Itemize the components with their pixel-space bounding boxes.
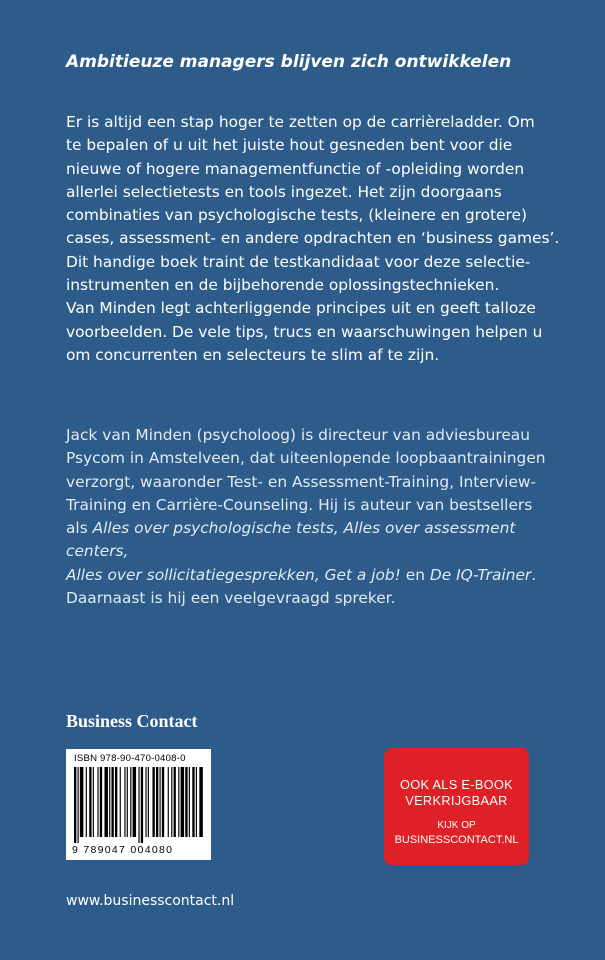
ebook-badge-line: VERKRIJGBAAR [405,793,508,808]
intro-line: om concurrenten en selecteurs te slim af te zijn. [66,345,440,364]
author-line-end: . [531,565,537,584]
ebook-badge-line: OOK ALS E-BOOK [399,777,513,792]
intro-line: allerlei selectietests en tools ingezet. Het zijn doorgaans [66,182,502,201]
author-line: Daarnaast is hij een veelgevraagd spreker. [66,589,396,608]
barcode-bar [86,767,87,837]
author-line: verzorgt, waaronder Test- en Assessment-Training, Interview- [66,472,537,491]
barcode-bar [152,767,154,837]
isbn-label: ISBN 978-90-470-0408-0 [74,753,186,764]
author-bio [66,424,571,610]
intro-line: nieuwe of hogere managementfunctie of -opleiding worden [66,159,525,178]
barcode-digits: 9 789047 004080 [72,844,174,856]
barcode-bar [89,767,91,837]
intro-paragraph [66,111,571,367]
barcode-bar [178,767,179,837]
back-cover-headline: Ambitieuze managers blijven zich ontwikkelen [66,52,512,72]
barcode-bar [196,767,197,837]
isbn-barcode [66,749,211,860]
barcode-bar [120,767,121,837]
barcode-bar [74,767,76,843]
ebook-badge-line: KIJK OP [437,820,476,831]
barcode-bar [78,767,79,843]
barcode-bar [115,767,117,837]
website-url: www.businesscontact.nl [66,893,235,909]
barcode-bar [104,767,108,837]
author-line-prefix: als [66,519,93,538]
barcode-bar [174,767,176,837]
intro-line: combinaties van psychologische tests, (kleinere en grotere) [66,206,527,225]
barcode-bar [141,767,143,843]
barcode-bar [100,767,102,837]
barcode-bars [74,767,204,843]
author-line [66,517,571,564]
book-title: De IQ-Trainer [429,565,532,584]
intro-line: te bepalen of u uit het juiste hout gesneden bent voor die [66,136,513,155]
barcode-bar [181,767,185,837]
barcode-bar [109,767,110,837]
barcode-bar [171,767,172,837]
barcode-bar [133,767,137,837]
ebook-badge [384,748,529,865]
barcode-bar [160,767,161,837]
barcode-bar [111,767,113,837]
intro-line: cases, assessment- en andere opdrachten en ‘business games’. [66,229,560,248]
intro-line: Er is altijd een stap hoger te zetten op de carrièreladder. Om [66,113,535,131]
intro-line: voorbeelden. De vele tips, trucs en waarschuwingen helpen u [66,322,543,341]
barcode-bar [192,767,194,837]
barcode-bar [162,767,164,837]
barcode-bar [145,767,146,837]
barcode-bar [148,767,149,837]
barcode-bar [156,767,158,837]
ebook-badge-url: BUSINESSCONTACT.NL [394,834,519,846]
intro-line: Van Minden legt achterliggende principes uit en geeft talloze [66,299,536,318]
intro-line: instrumenten en de bijbehorende oplossingstechnieken. [66,276,500,295]
author-line: Training en Carrière-Counseling. Hij is auteur van bestsellers [66,495,533,514]
author-line: Psycom in Amstelveen, dat uiteenlopende loopbaantrainingen [66,449,546,468]
book-titles: Alles over sollicitatiegesprekken, Get a job! [66,565,401,584]
author-line-mid: en [400,565,430,584]
publisher-logo: Business Contact [66,711,198,731]
barcode-bar [127,767,128,837]
book-titles: Alles over psychologische tests, Alles over assessment centers, [66,519,516,561]
barcode-bar [97,767,98,837]
barcode-bar [130,767,131,837]
author-line [66,564,571,587]
author-line: Jack van Minden (psycholoog) is directeur van adviesbureau [66,426,530,444]
barcode-bar [168,767,169,837]
barcode-bar [185,767,187,837]
barcode-bar [199,767,203,837]
barcode-bar [189,767,190,837]
intro-line: Dit handige boek traint de testkandidaat voor deze selectie- [66,252,531,271]
barcode-bar [93,767,94,837]
barcode-bar [124,767,125,837]
barcode-bar [80,767,84,837]
barcode-bar [138,767,139,843]
